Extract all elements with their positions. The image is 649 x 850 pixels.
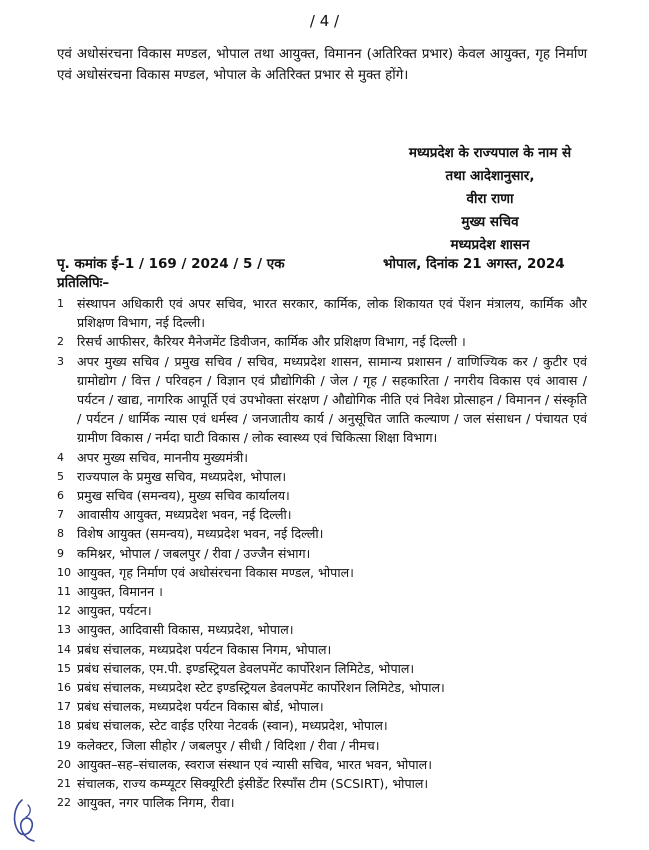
- list-item-number: 22: [57, 796, 71, 810]
- intro-paragraph: एवं अधोसंरचना विकास मण्डल, भोपाल तथा आयुक्त, विमानन (अतिरिक्त प्रभार) केवल आयुक्त, गृह निर्माण एवं अधोसंरचना विकास मण्डल, भोपाल के अतिरिक्त प्रभार से मुक्त होंगे।: [57, 47, 587, 83]
- list-item-text: प्रबंध संचालक, स्टेट वाईड एरिया नेटवर्क (स्वान), मध्यप्रदेश, भोपाल।: [77, 718, 388, 734]
- list-item-text: आयुक्त, गृह निर्माण एवं अधोसंरचना विकास मण्डल, भोपाल।: [77, 564, 354, 580]
- list-item: [57, 448, 587, 467]
- list-item: [57, 467, 587, 486]
- list-item-text: रिसर्च आफीसर, कैरियर मैनेजमेंट डिवीजन, कार्मिक और प्रशिक्षण विभाग, नई दिल्ली ।: [77, 334, 466, 350]
- list-item-number: 3: [57, 354, 64, 368]
- signature-line-1: मध्यप्रदेश के राज्यपाल के नाम से: [408, 145, 572, 161]
- list-item-number: 13: [57, 623, 71, 637]
- list-item-number: 15: [57, 661, 71, 675]
- list-item-number: 16: [57, 681, 71, 695]
- list-item-text: प्रबंध संचालक, मध्यप्रदेश स्टेट इण्डस्ट्रियल डेवलपमेंट कार्पोरेशन लिमिटेड, भोपाल।: [77, 680, 445, 696]
- list-item: [57, 678, 587, 697]
- list-item: [57, 793, 587, 812]
- list-item-number: 9: [57, 546, 64, 560]
- list-item-text: प्रबंध संचालक, एम.पी. इण्डस्ट्रियल डेवलपमेंट कार्पोरेशन लिमिटेड, भोपाल।: [77, 660, 415, 676]
- list-item-text: अपर मुख्य सचिव, माननीय मुख्यमंत्री।: [77, 449, 248, 465]
- list-item-text: विशेष आयुक्त (समन्वय), मध्यप्रदेश भवन, नई दिल्ली।: [77, 526, 324, 542]
- date-line: भोपाल, दिनांक 21 अगस्त, 2024: [383, 256, 565, 272]
- list-item: [57, 544, 587, 563]
- list-item: [57, 332, 587, 351]
- list-item-number: 1: [57, 297, 64, 310]
- signature-block: [370, 142, 610, 257]
- list-item-number: 12: [57, 604, 71, 618]
- list-item-number: 20: [57, 757, 71, 771]
- list-item-text: राज्यपाल के प्रमुख सचिव, मध्यप्रदेश, भोपाल।: [77, 468, 287, 484]
- list-item: [57, 505, 587, 524]
- list-item-text: संस्थापन अधिकारी एवं अपर सचिव, भारत सरकार, कार्मिक, लोक शिकायत एवं पेंशन मंत्रालय, कार्मिक और प्रशिक्षण विभाग, नई दिल्ली।: [77, 296, 587, 331]
- list-item-number: 4: [57, 450, 64, 464]
- list-item-number: 17: [57, 700, 71, 714]
- list-item: [57, 294, 587, 332]
- signatory-name: वीरा राणा: [466, 191, 514, 207]
- list-item-number: 11: [57, 585, 71, 599]
- list-item-number: 19: [57, 738, 71, 752]
- list-item-number: 6: [57, 489, 64, 503]
- handwritten-initial-icon: [8, 797, 42, 843]
- list-item-number: 8: [57, 527, 64, 541]
- list-item-text: आयुक्त–सह–संचालक, स्वराज संस्थान एवं न्यासी सचिव, भारत भवन, भोपाल।: [77, 756, 432, 772]
- list-item: [57, 659, 587, 678]
- list-item-number: 7: [57, 508, 64, 522]
- list-item-number: 10: [57, 565, 71, 579]
- signature-line-2: तथा आदेशानुसार,: [445, 168, 535, 184]
- copy-heading: प्रतिलिपिः–: [57, 275, 110, 291]
- copy-list: [57, 294, 587, 812]
- list-item-number: 5: [57, 469, 64, 483]
- list-item: [57, 486, 587, 505]
- list-item-text: आयुक्त, विमानन ।: [77, 584, 163, 600]
- list-item-text: प्रबंध संचालक, मध्यप्रदेश पर्यटन विकास निगम, भोपाल।: [77, 641, 332, 657]
- signatory-designation: मुख्य सचिव: [461, 214, 519, 230]
- list-item: [57, 716, 587, 735]
- list-item-number: 14: [57, 642, 71, 656]
- signatory-office: मध्यप्रदेश शासन: [450, 237, 530, 253]
- list-item-text: आवासीय आयुक्त, मध्यप्रदेश भवन, नई दिल्ली।: [77, 507, 292, 523]
- list-item-text: आयुक्त, पर्यटन।: [77, 603, 152, 619]
- list-item: [57, 697, 587, 716]
- list-item: [57, 774, 587, 793]
- list-item-text: प्रबंध संचालक, मध्यप्रदेश पर्यटन विकास बोर्ड, भोपाल।: [77, 699, 324, 715]
- list-item: [57, 755, 587, 774]
- reference-number: पृ. कमांक ई–1 / 169 / 2024 / 5 / एक: [57, 256, 285, 272]
- list-item-text: प्रमुख सचिव (समन्वय), मुख्य सचिव कार्यालय।: [77, 488, 290, 504]
- list-item-text: आयुक्त, आदिवासी विकास, मध्यप्रदेश, भोपाल।: [77, 622, 294, 638]
- list-item-text: अपर मुख्य सचिव / प्रमुख सचिव / सचिव, मध्यप्रदेश शासन, सामान्य प्रशासन / वाणिज्यिक कर / कुटीर एवं ग्रामोद्योग / वित्त / परिवहन / विज्ञान एवं प्रौद्योगिकी / जेल / गृह / सहकारिता / नगरीय विकास एवं आवास / पर्यटन / खाद्य, नागरिक आपूर्ति एवं उपभोक्ता संरक्षण / औद्योगिक नीति एवं निवेश प्रोत्साहन / विमानन / संस्कृति / पर्यटन / धार्मिक न्यास एवं धर्मस्व / जनजातीय कार्य / अनुसूचित जाति कल्याण / जल संसाधन / पंचायत एवं ग्रामीण विकास / नर्मदा घाटी विकास / लोक स्वास्थ्य एवं चिकित्सा शिक्षा विभाग।: [77, 353, 587, 446]
- list-item-text: कलेक्टर, जिला सीहोर / जबलपुर / सीधी / विदिशा / रीवा / नीमच।: [77, 737, 380, 753]
- list-item: [57, 620, 587, 639]
- list-item-text: कमिश्नर, भोपाल / जबलपुर / रीवा / उज्जैन संभाग।: [77, 545, 311, 561]
- page-number: / 4 /: [309, 12, 340, 30]
- list-item: [57, 601, 587, 620]
- list-item: [57, 524, 587, 543]
- list-item-number: 2: [57, 335, 64, 349]
- list-item-number: 21: [57, 777, 71, 791]
- list-item: [57, 563, 587, 582]
- list-item: [57, 352, 587, 448]
- list-item-text: आयुक्त, नगर पालिक निगम, रीवा।: [77, 795, 235, 811]
- list-item: [57, 736, 587, 755]
- list-item-number: 18: [57, 719, 71, 733]
- list-item: [57, 640, 587, 659]
- list-item: [57, 582, 587, 601]
- list-item-text: संचालक, राज्य कम्प्यूटर सिक्यूरिटी इंसीडेंट रिस्पॉंस टीम (SCSIRT), भोपाल।: [77, 776, 429, 792]
